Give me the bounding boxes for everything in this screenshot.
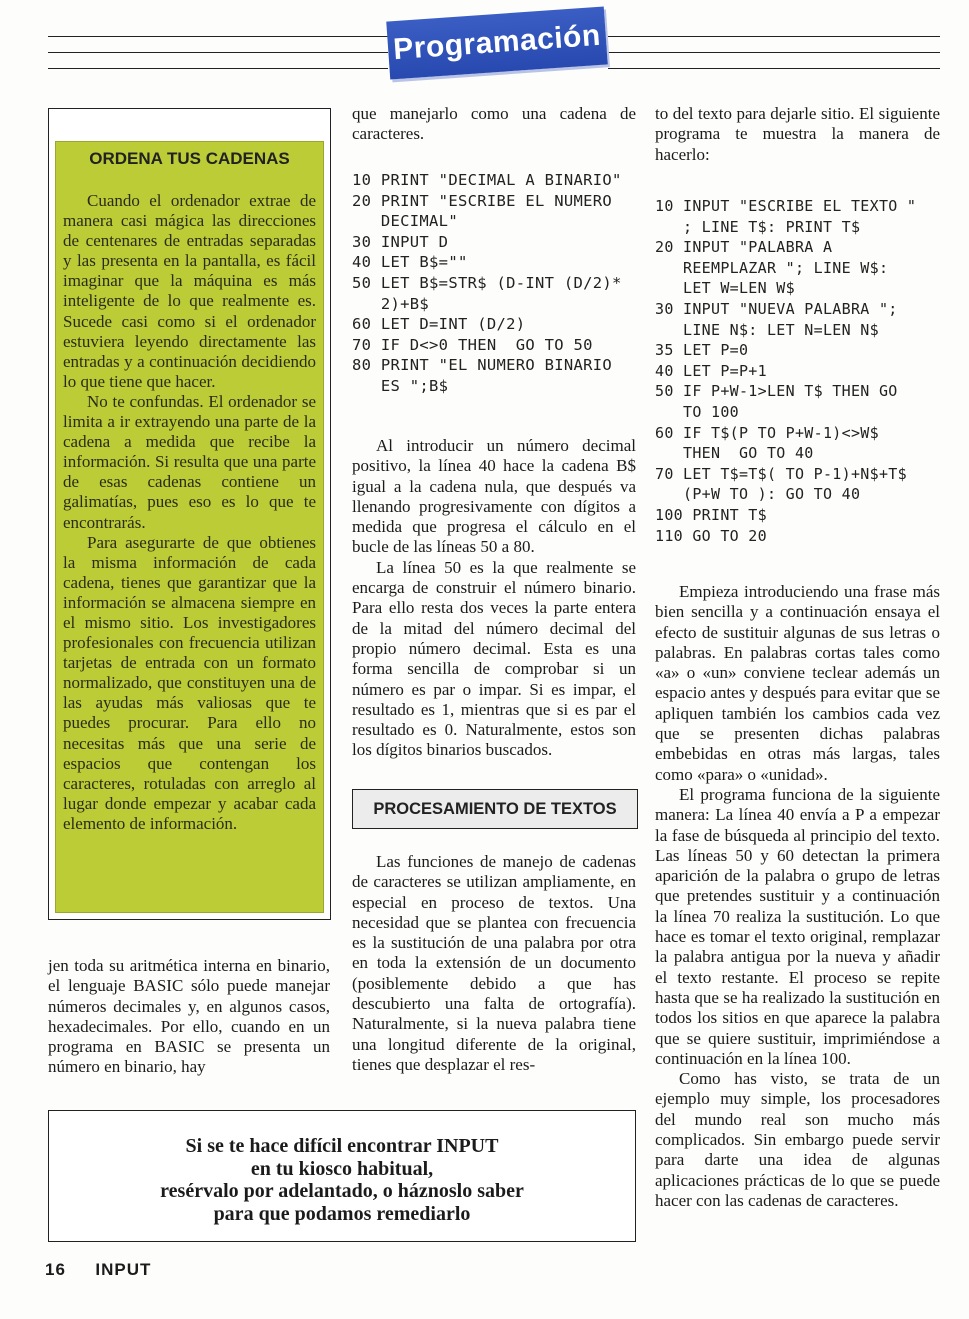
header-rule [608, 52, 940, 53]
paragraph: to del texto para dejarle sitio. El siguiente programa te muestra la manera de hacerlo: [655, 104, 940, 164]
notice-line: en tu kiosco habitual, [250, 1157, 434, 1180]
paragraph: La línea 50 es la que realmente se encarga de construir el número binario. Para ello resta dos veces la parte entera de la mitad del número decimal del propio número decimal. Esta es una forma sencilla de comprobar si un número es par o impar. Si es impar, el resultado es 1, mientras que si es par el resultado es 0. Naturalmente, estos son los dígitos binarios buscados. [352, 557, 636, 760]
column-2-text-lower [352, 852, 636, 1075]
header-rule [608, 68, 940, 69]
paragraph: Al introducir un número decimal positivo, la línea 40 hace la cadena B$ igual a la cadena nula, que después va llenando progresivamente con dígitos a medida que progresa el cálculo en el bucle de las líneas 50 a 80. [352, 436, 636, 557]
notice-line: para que podamos remediarlo [213, 1202, 471, 1225]
header-rule [48, 52, 388, 53]
header-rule [608, 36, 940, 37]
header-rule [48, 36, 388, 37]
paragraph: Las funciones de manejo de cadenas de caracteres se utilizan ampliamente, en especial en proceso de textos. Una necesidad que se plantea con frecuencia es la sustitución de una palabra por otra en toda la extensión de un documento (posiblemente debido a que has descubierto una falta de ortografía). Naturalmente, si la nueva palabra tiene una longitud diferente de la original, tienes que desplazar el res- [352, 852, 636, 1074]
notice-line: resérvalo por adelantado, o háznoslo saber [160, 1180, 524, 1202]
header-rule [48, 68, 388, 69]
section-title: Programación [392, 18, 602, 67]
sidebar-body [63, 191, 316, 834]
sidebar-paragraph: Para asegurarte de que obtienes la misma información de cada cadena, tienes que garantizar que la información se almacena siempre en el mismo sitio. Los investigadores profesionales con frecuencia utilizan tarjetas de entrada con un formato normalizado, que constituyen una de las ayudas más valiosas que te puedes procurar. Para ello no necesitas más que una serie de espacios que contengan los caracteres, rotuladas con arreglo al lugar donde empezar y acabar cada elemento de información. [63, 532, 316, 833]
sidebar-box [48, 108, 331, 920]
subheading-box [352, 789, 638, 829]
notice-line: Si se te hace difícil encontrar INPUT [185, 1135, 499, 1157]
column-2-text [352, 436, 636, 761]
page-number: 16 [45, 1260, 66, 1279]
sidebar-title: ORDENA TUS CADENAS [89, 149, 290, 168]
paragraph: Empieza introduciendo una frase más bien sencilla y a continuación ensaya el efecto de sustituir algunas de sus letras o palabras. En palabras cortas tales como «a» o «un» conviene teclear además un espacio antes y después para evitar que se apliquen también los cambios cada vez que se presenten dichas palabras embebidas en otras más largas, tales como «para» o «unidad». [655, 582, 940, 784]
column-3-text [655, 582, 940, 1211]
paragraph: El programa funciona de la siguiente manera: La línea 40 envía a P a empezar la fase de búsqueda al principio del texto. Las líneas 50 y 60 detectan la primera aparición de la palabra o grupo de letras que pretendes sustituir y a continuación la línea 70 realiza la sustitución. Lo que hace es tomar el texto original, remplazar la palabra antigua por la nueva y añadir el texto restante. El proceso se repite hasta que se ha realizado la sustitución en todos los sitios en que aparece la palabra que se quiere sustituir, imprimiéndose a continuación en la línea 100. [655, 784, 940, 1068]
subscription-notice-box [48, 1110, 636, 1242]
section-title-tab [386, 6, 608, 79]
column-2-intro [352, 104, 636, 145]
subheading: PROCESAMIENTO DE TEXTOS [373, 799, 617, 818]
magazine-name: INPUT [95, 1260, 152, 1279]
paragraph: que manejarlo como una cadena de caracteres. [352, 104, 636, 144]
code-listing-binary: 10 PRINT "DECIMAL A BINARIO" 20 PRINT "ESCRIBE EL NUMERO DECIMAL" 30 INPUT D 40 LET B$="" 50 LET B$=STR$ (D-INT (D/2)* 2)+B$ 60 LET D=INT (D/2) 70 IF D<>0 THEN GO TO 50 80 PRINT "EL NUMERO BINARIO ES ";B$ [352, 171, 622, 395]
column-3-intro [655, 104, 940, 165]
paragraph: Como has visto, se trata de un ejemplo muy simple, los procesadores del mundo real son mucho más complicados. Sin embargo puede servir para darte una idea de algunas aplicaciones prácticas de lo que se puede hacer con las cadenas de caracteres. [655, 1069, 940, 1210]
page-footer [45, 1260, 151, 1280]
sidebar-paragraph: Cuando el ordenador extrae de manera casi mágica las direcciones de centenares de entradas separadas y las presenta en la pantalla, es fácil imaginar que la máquina es más inteligente de lo que realmente es. Sucede casi como si el ordenador estuviera leyendo directamente las entradas y a continuación decidiendo lo que tiene que hacer. [63, 191, 316, 391]
subscription-notice [49, 1135, 635, 1225]
paragraph: jen toda su aritmética interna en binario, el lenguaje BASIC sólo puede manejar números decimales y, en algunos casos, hexadecimales. Por ello, cuando en un programa en BASIC se presenta un número en binario, hay [48, 956, 330, 1077]
column-1-text [48, 956, 330, 1078]
code-listing-replace: 10 INPUT "ESCRIBE EL TEXTO " ; LINE T$: PRINT T$ 20 INPUT "PALABRA A REEMPLAZAR "; LINE W$: LET W=LEN W$ 30 INPUT "NUEVA PALABRA "; LINE N$: LET N=LEN N$ 35 LET P=0 40 LET P=P+1 50 IF P+W-1>LEN T$ THEN GO TO 100 60 IF T$(P TO P+W-1)<>W$ THEN GO TO 40 70 LET T$=T$( TO P-1)+N$+T$ (P+W TO ): GO TO 40 100 PRINT T$ 110 GO TO 20 [655, 197, 917, 545]
sidebar-paragraph: No te confundas. El ordenador se limita a ir extrayendo una parte de la cadena a medida que recibe la información. Si resulta que una parte de esas cadenas contiene un galimatías, pues eso es lo que te encontrarás. [63, 391, 316, 532]
